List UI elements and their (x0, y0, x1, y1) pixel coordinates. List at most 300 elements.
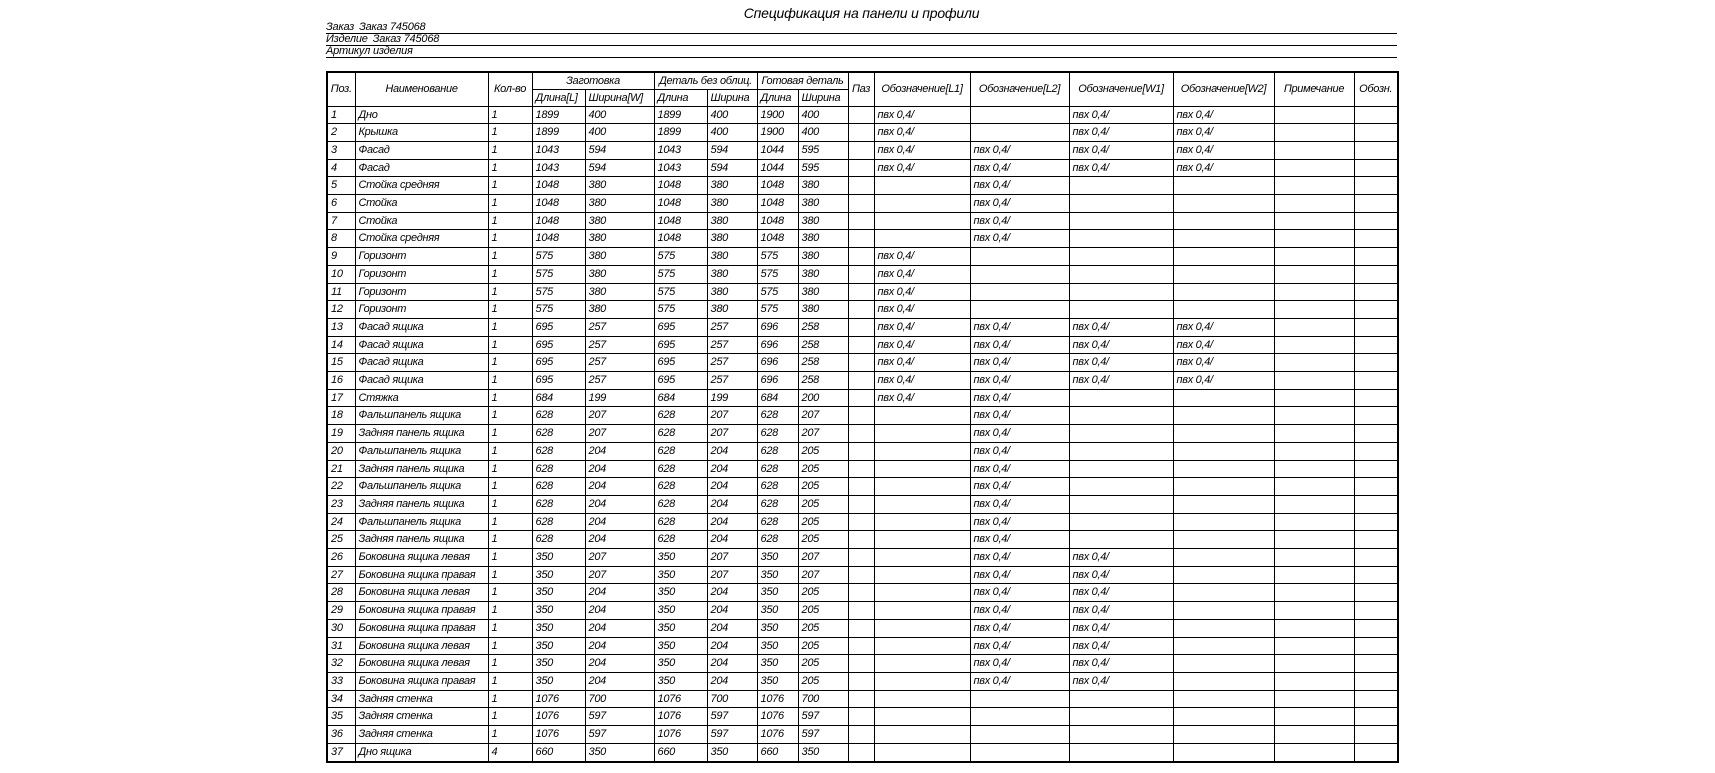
cell-w2: пвх 0,4/ (1173, 354, 1274, 372)
cell-got_l: 628 (757, 531, 798, 549)
cell-det_w: 594 (707, 141, 757, 159)
cell-det_w: 204 (707, 602, 757, 620)
cell-zag_w: 257 (585, 318, 654, 336)
cell-mark (1354, 584, 1398, 602)
cell-qty: 1 (488, 407, 532, 425)
col-groove: Паз (848, 72, 874, 106)
cell-w1: пвх 0,4/ (1069, 637, 1173, 655)
cell-qty: 1 (488, 106, 532, 124)
cell-l2: пвх 0,4/ (970, 141, 1069, 159)
cell-note (1274, 301, 1354, 319)
cell-mark (1354, 354, 1398, 372)
cell-w2 (1173, 212, 1274, 230)
cell-got_l: 1044 (757, 159, 798, 177)
cell-w2: пвх 0,4/ (1173, 106, 1274, 124)
cell-zag_w: 207 (585, 566, 654, 584)
col-finished-width: Ширина (798, 89, 848, 106)
cell-zag_l: 575 (532, 265, 585, 283)
cell-l1 (874, 177, 970, 195)
cell-name: Дно (355, 106, 488, 124)
cell-got_w: 200 (798, 389, 848, 407)
cell-pos: 6 (327, 195, 355, 213)
cell-qty: 1 (488, 549, 532, 567)
cell-note (1274, 354, 1354, 372)
colgroup-blank: Заготовка (532, 72, 654, 89)
cell-paz (848, 159, 874, 177)
cell-got_w: 207 (798, 549, 848, 567)
cell-det_l: 628 (654, 513, 707, 531)
cell-zag_w: 380 (585, 283, 654, 301)
cell-mark (1354, 212, 1398, 230)
cell-zag_l: 628 (532, 531, 585, 549)
col-edge-w1: Обозначение[W1] (1069, 72, 1173, 106)
cell-zag_w: 597 (585, 708, 654, 726)
cell-mark (1354, 566, 1398, 584)
cell-mark (1354, 425, 1398, 443)
cell-mark (1354, 230, 1398, 248)
cell-name: Фасад ящика (355, 318, 488, 336)
cell-w1: пвх 0,4/ (1069, 619, 1173, 637)
cell-got_w: 595 (798, 141, 848, 159)
cell-l2: пвх 0,4/ (970, 177, 1069, 195)
cell-qty: 1 (488, 230, 532, 248)
cell-zag_w: 350 (585, 743, 654, 761)
cell-det_l: 695 (654, 354, 707, 372)
cell-qty: 1 (488, 655, 532, 673)
cell-paz (848, 248, 874, 266)
cell-w2: пвх 0,4/ (1173, 372, 1274, 390)
cell-det_l: 350 (654, 549, 707, 567)
cell-qty: 1 (488, 318, 532, 336)
cell-note (1274, 248, 1354, 266)
cell-l1: пвх 0,4/ (874, 354, 970, 372)
cell-paz (848, 354, 874, 372)
cell-l1 (874, 195, 970, 213)
cell-got_w: 205 (798, 655, 848, 673)
cell-w1 (1069, 531, 1173, 549)
cell-zag_l: 684 (532, 389, 585, 407)
cell-det_w: 597 (707, 708, 757, 726)
cell-mark (1354, 619, 1398, 637)
cell-det_l: 350 (654, 655, 707, 673)
meta-line-product (326, 34, 1397, 46)
cell-paz (848, 637, 874, 655)
cell-w2 (1173, 301, 1274, 319)
cell-name: Боковина ящика левая (355, 655, 488, 673)
cell-paz (848, 460, 874, 478)
cell-l2: пвх 0,4/ (970, 230, 1069, 248)
cell-paz (848, 212, 874, 230)
cell-qty: 1 (488, 708, 532, 726)
cell-qty: 1 (488, 141, 532, 159)
cell-w1 (1069, 743, 1173, 761)
cell-got_l: 350 (757, 673, 798, 691)
cell-det_w: 594 (707, 159, 757, 177)
cell-zag_l: 628 (532, 478, 585, 496)
cell-l1 (874, 602, 970, 620)
cell-zag_w: 204 (585, 637, 654, 655)
cell-det_w: 380 (707, 177, 757, 195)
cell-got_w: 400 (798, 106, 848, 124)
cell-det_l: 628 (654, 478, 707, 496)
cell-det_l: 628 (654, 425, 707, 443)
cell-w1 (1069, 212, 1173, 230)
col-blank-length: Длина[L] (532, 89, 585, 106)
cell-l2 (970, 301, 1069, 319)
cell-paz (848, 584, 874, 602)
cell-det_l: 575 (654, 265, 707, 283)
cell-l2 (970, 708, 1069, 726)
cell-name: Боковина ящика правая (355, 673, 488, 691)
cell-zag_w: 594 (585, 141, 654, 159)
cell-det_l: 350 (654, 566, 707, 584)
cell-qty: 1 (488, 248, 532, 266)
cell-zag_w: 204 (585, 478, 654, 496)
cell-zag_l: 1076 (532, 726, 585, 744)
cell-got_l: 350 (757, 655, 798, 673)
cell-qty: 1 (488, 460, 532, 478)
cell-mark (1354, 389, 1398, 407)
col-qty: Кол-во (488, 72, 532, 106)
cell-qty: 1 (488, 602, 532, 620)
cell-zag_w: 204 (585, 602, 654, 620)
cell-mark (1354, 460, 1398, 478)
cell-l2: пвх 0,4/ (970, 566, 1069, 584)
cell-note (1274, 531, 1354, 549)
cell-mark (1354, 265, 1398, 283)
cell-got_w: 205 (798, 602, 848, 620)
cell-paz (848, 407, 874, 425)
cell-w1 (1069, 495, 1173, 513)
cell-w2 (1173, 566, 1274, 584)
cell-qty: 1 (488, 389, 532, 407)
cell-zag_l: 1043 (532, 159, 585, 177)
cell-name: Фальшпанель ящика (355, 442, 488, 460)
cell-mark (1354, 513, 1398, 531)
cell-w1 (1069, 177, 1173, 195)
cell-w1: пвх 0,4/ (1069, 602, 1173, 620)
cell-l1: пвх 0,4/ (874, 106, 970, 124)
cell-note (1274, 372, 1354, 390)
cell-qty: 1 (488, 425, 532, 443)
cell-l1 (874, 637, 970, 655)
cell-l2 (970, 726, 1069, 744)
table-row (327, 425, 1398, 443)
cell-mark (1354, 549, 1398, 567)
cell-l2: пвх 0,4/ (970, 619, 1069, 637)
cell-name: Задняя панель ящика (355, 531, 488, 549)
cell-got_w: 205 (798, 495, 848, 513)
cell-pos: 22 (327, 478, 355, 496)
cell-pos: 13 (327, 318, 355, 336)
cell-det_w: 380 (707, 283, 757, 301)
cell-w2 (1173, 265, 1274, 283)
cell-qty: 1 (488, 372, 532, 390)
cell-pos: 9 (327, 248, 355, 266)
cell-name: Горизонт (355, 248, 488, 266)
cell-l2 (970, 690, 1069, 708)
cell-w1: пвх 0,4/ (1069, 655, 1173, 673)
cell-note (1274, 584, 1354, 602)
cell-zag_l: 350 (532, 566, 585, 584)
cell-paz (848, 673, 874, 691)
cell-det_w: 597 (707, 726, 757, 744)
table-row (327, 513, 1398, 531)
cell-name: Боковина ящика правая (355, 602, 488, 620)
table-row (327, 177, 1398, 195)
cell-w2 (1173, 407, 1274, 425)
cell-name: Стойка средняя (355, 230, 488, 248)
cell-pos: 3 (327, 141, 355, 159)
table-row (327, 407, 1398, 425)
cell-zag_l: 1043 (532, 141, 585, 159)
cell-name: Фасад (355, 159, 488, 177)
cell-paz (848, 265, 874, 283)
cell-w2 (1173, 283, 1274, 301)
cell-mark (1354, 124, 1398, 142)
cell-l1 (874, 460, 970, 478)
cell-w1: пвх 0,4/ (1069, 336, 1173, 354)
cell-zag_w: 204 (585, 442, 654, 460)
cell-got_l: 1048 (757, 195, 798, 213)
cell-got_w: 205 (798, 460, 848, 478)
cell-zag_l: 660 (532, 743, 585, 761)
cell-note (1274, 619, 1354, 637)
cell-got_w: 595 (798, 159, 848, 177)
cell-note (1274, 566, 1354, 584)
cell-name: Стяжка (355, 389, 488, 407)
cell-l1 (874, 708, 970, 726)
cell-note (1274, 602, 1354, 620)
cell-zag_w: 400 (585, 124, 654, 142)
cell-name: Задняя стенка (355, 690, 488, 708)
cell-l1 (874, 513, 970, 531)
cell-w1: пвх 0,4/ (1069, 106, 1173, 124)
cell-qty: 1 (488, 619, 532, 637)
cell-pos: 18 (327, 407, 355, 425)
cell-w1 (1069, 478, 1173, 496)
cell-paz (848, 708, 874, 726)
cell-mark (1354, 637, 1398, 655)
cell-det_l: 1048 (654, 212, 707, 230)
cell-zag_l: 1076 (532, 690, 585, 708)
cell-l2: пвх 0,4/ (970, 407, 1069, 425)
cell-det_w: 380 (707, 230, 757, 248)
cell-qty: 1 (488, 637, 532, 655)
cell-mark (1354, 195, 1398, 213)
cell-qty: 1 (488, 495, 532, 513)
cell-zag_l: 575 (532, 283, 585, 301)
cell-zag_l: 575 (532, 248, 585, 266)
cell-det_w: 207 (707, 549, 757, 567)
cell-got_w: 597 (798, 726, 848, 744)
cell-det_w: 204 (707, 655, 757, 673)
cell-det_l: 628 (654, 460, 707, 478)
cell-paz (848, 336, 874, 354)
cell-zag_w: 700 (585, 690, 654, 708)
cell-w2: пвх 0,4/ (1173, 141, 1274, 159)
cell-note (1274, 690, 1354, 708)
col-edge-w2: Обозначение[W2] (1173, 72, 1274, 106)
cell-det_w: 257 (707, 318, 757, 336)
cell-got_w: 258 (798, 336, 848, 354)
cell-name: Фасад ящика (355, 336, 488, 354)
cell-zag_l: 575 (532, 301, 585, 319)
cell-pos: 8 (327, 230, 355, 248)
cell-w2: пвх 0,4/ (1173, 318, 1274, 336)
cell-l1 (874, 566, 970, 584)
cell-got_l: 660 (757, 743, 798, 761)
cell-mark (1354, 531, 1398, 549)
cell-det_l: 1043 (654, 141, 707, 159)
cell-zag_w: 204 (585, 673, 654, 691)
cell-pos: 20 (327, 442, 355, 460)
cell-mark (1354, 372, 1398, 390)
col-name: Наименование (355, 72, 488, 106)
cell-name: Горизонт (355, 265, 488, 283)
cell-w1: пвх 0,4/ (1069, 124, 1173, 142)
cell-paz (848, 602, 874, 620)
cell-got_l: 628 (757, 442, 798, 460)
table-row (327, 265, 1398, 283)
cell-got_w: 380 (798, 212, 848, 230)
cell-pos: 21 (327, 460, 355, 478)
cell-got_w: 380 (798, 283, 848, 301)
cell-l1 (874, 230, 970, 248)
cell-det_l: 684 (654, 389, 707, 407)
cell-got_w: 205 (798, 584, 848, 602)
cell-got_l: 696 (757, 372, 798, 390)
cell-det_l: 1048 (654, 230, 707, 248)
cell-w2 (1173, 743, 1274, 761)
cell-det_l: 695 (654, 372, 707, 390)
cell-got_l: 350 (757, 584, 798, 602)
cell-w2 (1173, 531, 1274, 549)
cell-l1: пвх 0,4/ (874, 159, 970, 177)
cell-note (1274, 124, 1354, 142)
cell-pos: 30 (327, 619, 355, 637)
cell-pos: 5 (327, 177, 355, 195)
cell-zag_l: 628 (532, 407, 585, 425)
cell-paz (848, 619, 874, 637)
cell-l1 (874, 442, 970, 460)
cell-got_w: 205 (798, 442, 848, 460)
cell-w2 (1173, 549, 1274, 567)
cell-l2: пвх 0,4/ (970, 425, 1069, 443)
cell-pos: 14 (327, 336, 355, 354)
cell-got_l: 350 (757, 637, 798, 655)
cell-w2 (1173, 602, 1274, 620)
cell-note (1274, 425, 1354, 443)
spec-table-header (327, 72, 1398, 106)
cell-got_w: 700 (798, 690, 848, 708)
colgroup-finished: Готовая деталь (757, 72, 848, 89)
cell-mark (1354, 726, 1398, 744)
cell-w2 (1173, 708, 1274, 726)
table-row (327, 159, 1398, 177)
cell-note (1274, 478, 1354, 496)
cell-got_l: 628 (757, 407, 798, 425)
cell-w1 (1069, 460, 1173, 478)
cell-l2: пвх 0,4/ (970, 495, 1069, 513)
cell-l2: пвх 0,4/ (970, 549, 1069, 567)
cell-det_w: 380 (707, 265, 757, 283)
cell-got_l: 1076 (757, 690, 798, 708)
cell-pos: 31 (327, 637, 355, 655)
table-row (327, 141, 1398, 159)
cell-mark (1354, 141, 1398, 159)
cell-w2: пвх 0,4/ (1173, 124, 1274, 142)
cell-paz (848, 513, 874, 531)
cell-paz (848, 478, 874, 496)
cell-got_w: 205 (798, 637, 848, 655)
cell-w2 (1173, 495, 1274, 513)
table-row (327, 460, 1398, 478)
cell-l1 (874, 690, 970, 708)
cell-mark (1354, 301, 1398, 319)
cell-zag_l: 695 (532, 354, 585, 372)
cell-zag_l: 695 (532, 372, 585, 390)
cell-l1 (874, 425, 970, 443)
cell-note (1274, 726, 1354, 744)
cell-l2: пвх 0,4/ (970, 442, 1069, 460)
cell-name: Боковина ящика левая (355, 584, 488, 602)
cell-got_w: 205 (798, 531, 848, 549)
meta-line-order (326, 22, 1397, 34)
table-row (327, 549, 1398, 567)
cell-det_l: 1048 (654, 177, 707, 195)
cell-qty: 1 (488, 690, 532, 708)
col-note: Примечание (1274, 72, 1354, 106)
cell-pos: 17 (327, 389, 355, 407)
col-edge-l2: Обозначение[L2] (970, 72, 1069, 106)
table-row (327, 283, 1398, 301)
cell-w1: пвх 0,4/ (1069, 318, 1173, 336)
cell-w1 (1069, 230, 1173, 248)
cell-det_l: 1048 (654, 195, 707, 213)
cell-paz (848, 301, 874, 319)
cell-paz (848, 283, 874, 301)
table-row (327, 531, 1398, 549)
table-row (327, 602, 1398, 620)
cell-qty: 1 (488, 726, 532, 744)
cell-name: Фасад (355, 141, 488, 159)
cell-note (1274, 673, 1354, 691)
cell-name: Стойка (355, 212, 488, 230)
cell-w1: пвх 0,4/ (1069, 673, 1173, 691)
product-label: Изделие (326, 33, 368, 45)
cell-w1: пвх 0,4/ (1069, 159, 1173, 177)
cell-got_l: 1076 (757, 708, 798, 726)
cell-l2 (970, 106, 1069, 124)
cell-name: Боковина ящика левая (355, 549, 488, 567)
cell-pos: 29 (327, 602, 355, 620)
cell-note (1274, 549, 1354, 567)
cell-det_w: 204 (707, 637, 757, 655)
cell-paz (848, 124, 874, 142)
table-row (327, 478, 1398, 496)
cell-det_w: 207 (707, 425, 757, 443)
cell-paz (848, 372, 874, 390)
cell-w2 (1173, 513, 1274, 531)
col-detail-width: Ширина (707, 89, 757, 106)
cell-w1 (1069, 248, 1173, 266)
cell-paz (848, 495, 874, 513)
col-blank-width: Ширина[W] (585, 89, 654, 106)
cell-pos: 26 (327, 549, 355, 567)
cell-got_w: 597 (798, 708, 848, 726)
table-row (327, 619, 1398, 637)
